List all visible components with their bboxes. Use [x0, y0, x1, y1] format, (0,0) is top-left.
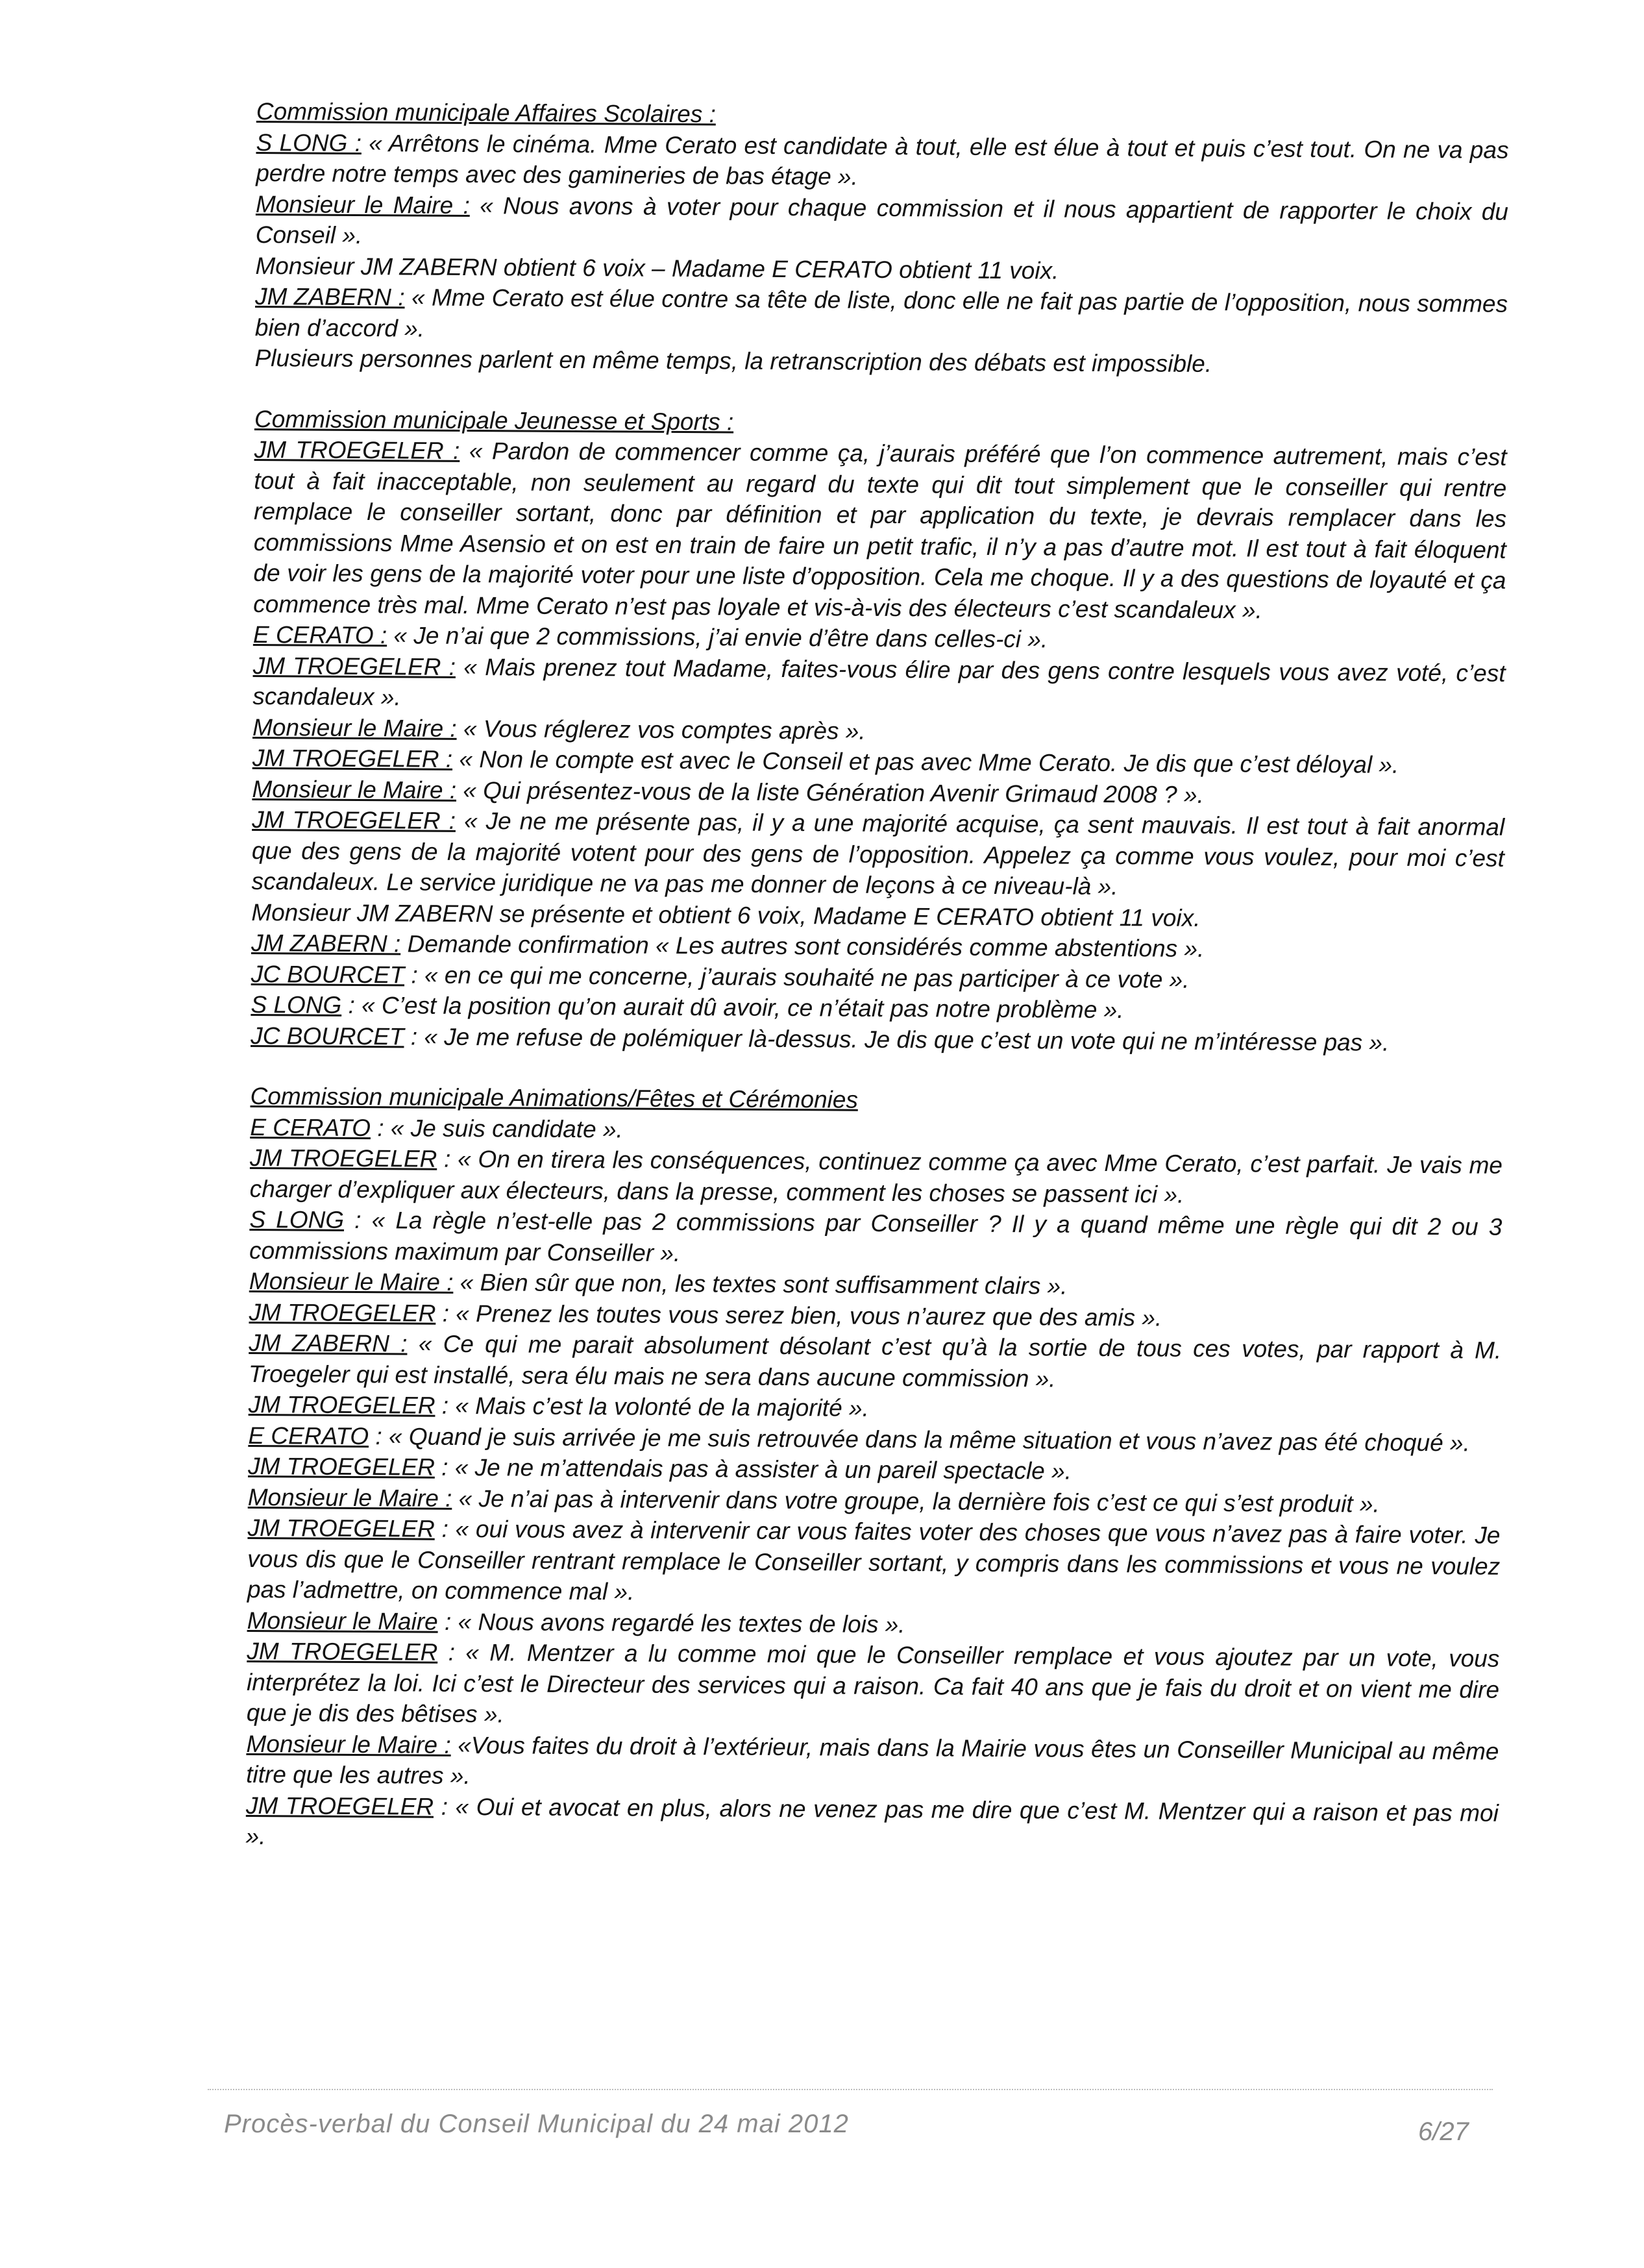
speaker-name: JM ZABERN :: [254, 282, 405, 311]
speaker-name: JM TROEGELER: [247, 1637, 438, 1666]
speaker-name: E CERATO: [250, 1113, 371, 1141]
speech-text: : « On en tirera les conséquences, continuez comme ça avec Mme Cerato, c’est parfait. Je vais me charger d’expliquer aux électeurs, dans la presse, comment les choses se passent ici ».: [249, 1145, 1503, 1208]
document-body: [245, 96, 1509, 1889]
speech-text: : « Mais c’est la volonté de la majorité ».: [435, 1392, 869, 1422]
speech-text: : « oui vous avez à intervenir car vous faites voter des choses que vous n’avez pas à faire voter. Je vous dis que le Conseiller rentrant remplace le Conseiller sortant, y compris dans les commissions et vous ne voulez pas l’admettre, on commence mal ».: [247, 1515, 1501, 1605]
speech-text: : « en ce qui me concerne, j’aurais souhaité ne pas participer à ce vote ».: [404, 961, 1190, 993]
speech-text: Plusieurs personnes parlent en même temps, la retranscription des débats est impossible.: [254, 344, 1212, 377]
speech-text: : « La règle n’est-elle pas 2 commissions par Conseiller ? Il y a quand même une règle qui dit 2 ou 3 commissions maximum par Conseiller ».: [249, 1206, 1503, 1266]
speaker-name: JM TROEGELER :: [254, 436, 460, 464]
section: [251, 403, 1507, 1058]
speech-text: : « M. Mentzer a lu comme moi que le Conseiller remplace et vous ajoutez par un vote, vous interprétez la loi. Ici c’est le Directeur des services qui a raison. Ca fait 40 ans que je fais du droit et on vient me dire que je dis des bêtises ».: [246, 1638, 1500, 1728]
speaker-name: S LONG :: [256, 129, 362, 156]
speaker-name: JM TROEGELER :: [252, 652, 456, 680]
transcript-paragraph: [249, 1204, 1503, 1274]
speaker-name: JM TROEGELER: [247, 1514, 435, 1542]
section-heading: Commission municipale Jeunesse et Sports :: [254, 405, 734, 436]
transcript-paragraph: [253, 434, 1507, 627]
speaker-name: JM TROEGELER: [245, 1792, 434, 1820]
speech-text: « Ce qui me parait absolument désolant c’est qu’à la sortie de tous ces votes, par rapport à M. Troegeler qui est installé, sera élu mais ne sera dans aucune commission ».: [248, 1330, 1502, 1392]
speech-text: : « Quand je suis arrivée je me suis retrouvée dans la même situation et vous n’avez pas été choqué ».: [369, 1422, 1470, 1456]
speech-text: « Non le compte est avec le Conseil et pas avec Mme Cerato. Je dis que c’est déloyal ».: [452, 745, 1399, 778]
speech-text: : « Je suis candidate ».: [370, 1114, 623, 1142]
speaker-name: JM ZABERN :: [249, 1329, 408, 1357]
speech-text: Demande confirmation « Les autres sont considérés comme abstentions ».: [400, 930, 1205, 962]
speaker-name: JC BOURCET: [251, 1022, 404, 1050]
speaker-name: JM TROEGELER: [248, 1390, 436, 1419]
speech-text: Monsieur JM ZABERN se présente et obtient 6 voix, Madame E CERATO obtient 11 voix.: [251, 898, 1201, 931]
speaker-name: E CERATO: [248, 1422, 369, 1449]
speech-text: : « Je me refuse de polémiquer là-dessus. Je dis que c’est un vote qui ne m’intéresse pas ».: [404, 1022, 1390, 1056]
speech-text: : « Prenez les toutes vous serez bien, vous n’aurez que des amis ».: [436, 1300, 1162, 1331]
speaker-name: S LONG: [249, 1205, 345, 1233]
speaker-name: JM ZABERN :: [251, 929, 401, 957]
speaker-name: JC BOURCET: [251, 960, 405, 988]
transcript-paragraph: [252, 650, 1506, 719]
transcript-paragraph: [250, 1142, 1503, 1212]
speech-text: « Je n’ai pas à intervenir dans votre groupe, la dernière fois c’est ce qui s’est produit ».: [452, 1485, 1380, 1518]
speech-text: « Nous avons à voter pour chaque commission et il nous appartient de rapporter le choix du Conseil ».: [255, 191, 1509, 249]
speaker-name: JM TROEGELER: [249, 1144, 437, 1172]
transcript-paragraph: [247, 1636, 1500, 1736]
footer-title: Procès-verbal du Conseil Municipal du 24 mai 2012: [224, 2110, 849, 2138]
speech-text: « Bien sûr que non, les textes sont suffisamment clairs ».: [453, 1268, 1068, 1300]
speaker-name: Monsieur le Maire :: [246, 1730, 451, 1758]
transcript-paragraph: [255, 281, 1508, 351]
speech-text: « Pardon de commencer comme ça, j’aurais préféré que l’on commence autrement, mais c’est tout à fait inacceptable, non seulement au regard du texte qui dit tout simplement que le conseiller qui rentre remplace le conseiller sortant, donc par définition et par application du texte, je devrais remplacer dans les commissions Mme Asensio et on est en train de faire un petit trafic, il n’y a pas d’autre mot. Il est tout à fait éloquent de voir les gens de la majorité voter pour une liste d’opposition. Cela me choque. Il y a des questions de loyauté et ça commence très mal. Mme Cerato n’est pas loyale et vis-à-vis des électeurs c’est scandaleux ».: [253, 437, 1507, 623]
speech-text: « Je n’ai que 2 commissions, j’ai envie d’être dans celles-ci ».: [387, 622, 1048, 653]
speaker-name: Monsieur le Maire: [247, 1607, 438, 1635]
speaker-name: Monsieur le Maire :: [255, 190, 470, 219]
transcript-paragraph: [249, 1327, 1502, 1397]
transcript-paragraph: [247, 1512, 1501, 1612]
speaker-name: JM TROEGELER: [247, 1452, 436, 1481]
speaker-name: Monsieur le Maire :: [252, 713, 457, 742]
speech-text: « Mme Cerato est élue contre sa tête de liste, donc elle ne fait pas partie de l’opposition, nous sommes bien d’accord ».: [254, 284, 1508, 342]
speaker-name: JM TROEGELER: [249, 1298, 436, 1327]
transcript-paragraph: [251, 804, 1504, 904]
speech-text: « Mais prenez tout Madame, faites-vous élire par des gens contre lesquels vous avez voté, c’est scandaleux ».: [252, 653, 1506, 711]
speech-text: : « Oui et avocat en plus, alors ne venez pas me dire que c’est M. Mentzer qui a raison et pas moi ».: [245, 1793, 1499, 1850]
speech-text: « Je ne me présente pas, il y a une majorité acquise, ça sent mauvais. Il est tout à fait anormal que des gens de la majorité votent pour des gens de l’opposition. Appelez ça comme vous voulez, pour moi c’est scandaleux. Le service juridique ne va pas me donner de leçons à ce niveau-là ».: [251, 807, 1505, 900]
section: [254, 96, 1509, 381]
section: [245, 1081, 1503, 1859]
transcript-paragraph: [246, 1728, 1499, 1797]
section-heading: Commission municipale Animations/Fêtes et Cérémonies: [250, 1082, 859, 1113]
page-number: 6/27: [1418, 2117, 1469, 2146]
speech-text: « Qui présentez-vous de la liste Génération Avenir Grimaud 2008 ? ».: [456, 776, 1204, 808]
section-heading: Commission municipale Affaires Scolaires :: [256, 97, 717, 128]
speech-text: « Vous réglerez vos comptes après ».: [456, 715, 866, 745]
speaker-name: E CERATO :: [252, 621, 387, 649]
speech-text: Monsieur JM ZABERN obtient 6 voix – Madame E CERATO obtient 11 voix.: [255, 252, 1059, 284]
speech-text: «Vous faites du droit à l’extérieur, mais dans la Mairie vous êtes un Conseiller Municipal au même titre que les autres ».: [246, 1731, 1499, 1790]
speech-text: : « Je ne m’attendais pas à assister à un pareil spectacle ».: [434, 1453, 1072, 1485]
footer-divider: [208, 2089, 1493, 2090]
transcript-paragraph: [256, 188, 1509, 258]
speaker-name: JM TROEGELER :: [252, 806, 456, 834]
transcript-paragraph: [256, 127, 1509, 196]
speech-text: : « C’est la position qu’on aurait dû avoir, ce n’était pas notre problème ».: [341, 991, 1124, 1024]
speech-text: « Arrêtons le cinéma. Mme Cerato est candidate à tout, elle est élue à tout et puis c’est tout. On ne va pas perdre notre temps avec des gamineries de bas étage ».: [256, 129, 1509, 190]
speech-text: : « Nous avons regardé les textes de lois ».: [437, 1608, 905, 1638]
speaker-name: S LONG: [251, 991, 342, 1018]
transcript-paragraph: [245, 1790, 1499, 1859]
speaker-name: Monsieur le Maire :: [252, 775, 457, 804]
speaker-name: Monsieur le Maire :: [249, 1267, 454, 1296]
speaker-name: Monsieur le Maire :: [247, 1483, 452, 1512]
speaker-name: JM TROEGELER :: [252, 744, 453, 772]
